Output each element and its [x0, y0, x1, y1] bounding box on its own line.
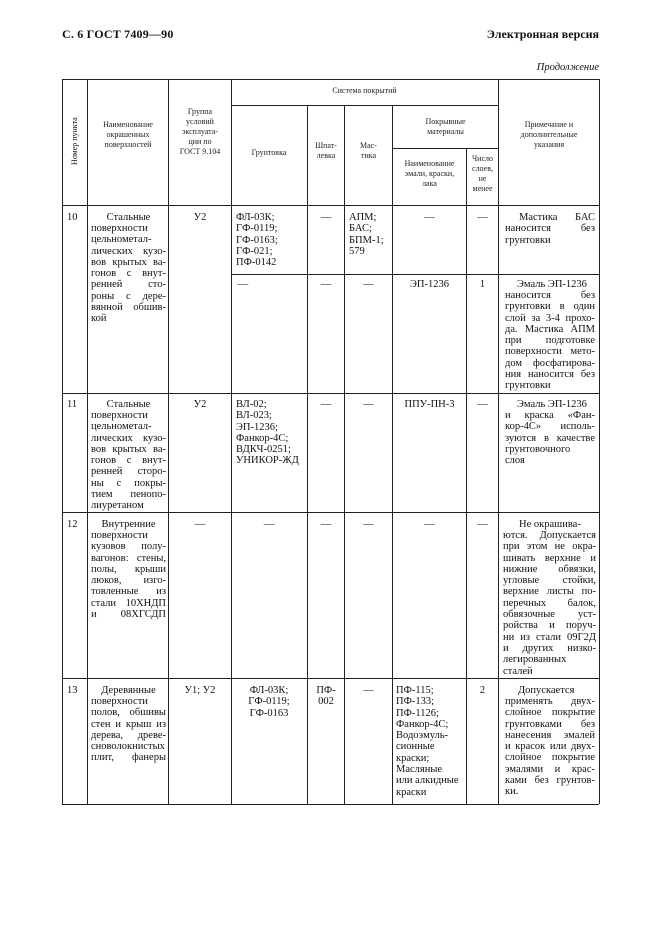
- row13-coat: ПФ-115; ПФ-133; ПФ-1126; Фанкор-4С; Водоэмуль- сионные краски; Масляные или алкидные краски: [396, 685, 459, 798]
- row13-surface-first: Деревянные: [101, 685, 156, 696]
- row12-layers: —: [477, 519, 488, 530]
- row13-group: У1; У2: [184, 685, 216, 696]
- header-coating-system: Система покрытий: [332, 86, 397, 95]
- page-header-left: С. 6 ГОСТ 7409—90: [62, 27, 174, 41]
- row13-surface: поверхности полов, обшивы стен и крыш из дерева, древе- сноволокнистых плит, фанеры: [91, 696, 166, 764]
- page-header-right: Электронная версия: [486, 27, 599, 41]
- row10b-note: наносится без грунтовки в один слой за 3-4 прохо- да. Мастика АПМ при подготовке поверхности мето- дом фосфатирова- ния наносится без грунтовки: [505, 290, 595, 392]
- continuation-label: Продолжение: [536, 62, 599, 73]
- row11-mastic: —: [363, 399, 374, 410]
- row11-surface: поверхности цельнометал- лических кузо- вов крытых ва- гонов с внут- ренней сторо- ны с покры- тием пенопо- лиуретаном: [91, 410, 166, 512]
- row12-bottom: [62, 678, 599, 679]
- row13-putty: ПФ- 002: [316, 685, 336, 708]
- row10-bottom: [62, 393, 599, 394]
- header-note: Примечание и дополнительные указания: [520, 120, 578, 149]
- row10-surface-first: Стальные: [106, 212, 151, 223]
- row12-note: ются. Допускается при этом не окра- шивать верхние и нижние обвязки, угловые стойки, верхние листы по- перечных балок, обвязочные уст- ройства и поруч- ни из стали 09Г2Д и других низко- легированных сталей: [503, 530, 596, 677]
- system-header-rule: [231, 105, 498, 106]
- header-putty: Шпат- левка: [315, 141, 337, 160]
- row12-primer: —: [263, 519, 275, 530]
- header-item-number: Номер пункта: [70, 117, 79, 165]
- row12-number: 12: [67, 519, 78, 530]
- row12-coat: —: [424, 519, 435, 530]
- row10-putty: —: [320, 212, 332, 223]
- row10b-primer: —: [237, 279, 249, 290]
- row11-note-first: Эмаль ЭП-1236: [517, 399, 587, 410]
- header-coat-name: Наименование эмали, краски, лака: [404, 159, 455, 188]
- row13-number: 13: [67, 685, 78, 696]
- header-primer: Грунтовка: [251, 148, 287, 157]
- header-surface-name: Наименование окрашенных поверхностей: [103, 120, 153, 149]
- row10-surface: поверхности цельнометал- лических кузо- вов крытых ва- гонов с внут- ренней сто- роны с дере- вянной обшив- кой: [91, 223, 166, 325]
- row10-sub-rule: [231, 274, 599, 275]
- col-putty-right: [344, 105, 345, 804]
- row12-mastic: —: [363, 519, 374, 530]
- row10-coat: —: [424, 212, 435, 223]
- table-top-border: [62, 79, 599, 80]
- col-right-border: [599, 79, 600, 804]
- row11-note: и краска «Фан- кор-4С» исполь- зуются в качестве грунтовочного слоя: [505, 410, 595, 467]
- row10-note: Мастика БАС наносится без грунтовки: [505, 212, 595, 246]
- row13-note: применять двух- слойное покрытие грунтовками без нанесения эмалей и красок или двух- слойное покрытие эмалями и крас- ками без грунтов- ки.: [505, 696, 595, 798]
- row12-group: —: [194, 519, 206, 530]
- row10b-note-first: Эмаль ЭП-1236: [517, 279, 587, 290]
- col-coat-right: [466, 148, 467, 804]
- row12-surface-first: Внутренние: [101, 519, 156, 530]
- header-condition-group: Группа условий эксплуата- ции по ГОСТ 9.104: [179, 107, 221, 156]
- row12-putty: —: [320, 519, 332, 530]
- header-bottom-border: [62, 205, 599, 206]
- coat-header-rule: [392, 148, 498, 149]
- row11-putty: —: [320, 399, 332, 410]
- col-layers-right: [498, 79, 499, 804]
- row10-group: У2: [193, 212, 207, 223]
- row11-primer: ВЛ-02; ВЛ-023; ЭП-1236; Фанкор-4С; ВДКЧ-0251; УНИКОР-ЖД: [236, 399, 299, 467]
- col-num-right: [87, 79, 88, 804]
- row11-surface-first: Стальные: [106, 399, 151, 410]
- col-left-border: [62, 79, 63, 804]
- row10-number: 10: [67, 212, 78, 223]
- header-coat-materials: Покрывные материалы: [425, 117, 466, 136]
- row10-mastic: АПМ; БАС; БПМ-1; 579: [349, 212, 384, 257]
- table-bottom-border: [62, 804, 599, 805]
- row10b-layers: 1: [479, 279, 486, 290]
- row11-layers: —: [477, 399, 488, 410]
- row11-number: 11: [67, 399, 78, 410]
- row11-bottom: [62, 512, 599, 513]
- row13-primer: ФЛ-03К; ГФ-0119; ГФ-0163: [248, 685, 290, 719]
- row10b-coat: ЭП-1236: [409, 279, 449, 290]
- row12-surface: поверхности кузовов полу- вагонов: стены, полы, крыши люков, изго- товленные из стали 10ХНДП и 08ХГСДП: [91, 530, 166, 621]
- row11-coat: ППУ-ПН-3: [404, 399, 455, 410]
- header-layers-count: Число слоев, не менее: [471, 154, 494, 193]
- row10-primer: ФЛ-03К; ГФ-0119; ГФ-0163; ГФ-021; ПФ-0142: [236, 212, 278, 269]
- row13-note-first: Допускается: [518, 685, 575, 696]
- row10b-putty: —: [320, 279, 332, 290]
- row10-layers: —: [477, 212, 488, 223]
- header-mastic: Мас- тика: [360, 141, 377, 160]
- row13-mastic: —: [363, 685, 374, 696]
- row12-note-first: Не окрашива-: [519, 519, 581, 530]
- row13-layers: 2: [479, 685, 486, 696]
- col-mastic-right: [392, 105, 393, 804]
- row10b-mastic: —: [363, 279, 374, 290]
- row11-group: У2: [193, 399, 207, 410]
